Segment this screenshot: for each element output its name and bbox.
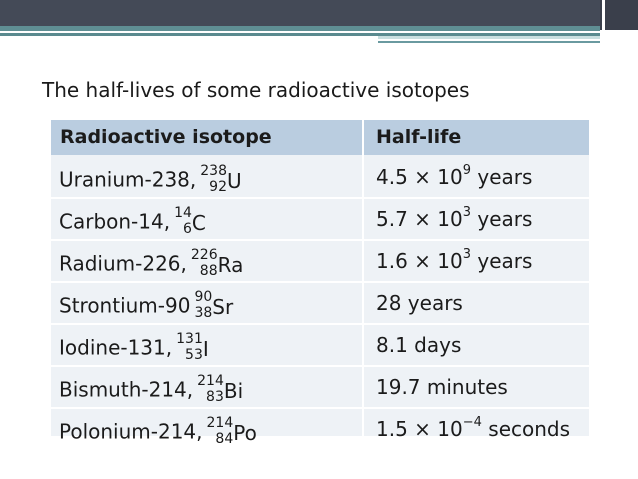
atomic-number: 53: [185, 347, 203, 363]
element-symbol: Bi: [223, 379, 244, 403]
table-row: [51, 409, 589, 449]
nuclide-notation: [207, 415, 234, 447]
isotope-cell: [59, 291, 233, 323]
half-life-base: 10: [437, 165, 463, 189]
half-life-base: 10: [437, 207, 463, 231]
isotope-table: [51, 120, 589, 447]
half-life-unit: years: [477, 249, 533, 273]
isotope-name: Radium-226,: [59, 251, 187, 276]
times-sign: ×: [414, 165, 431, 189]
isotope-cell: [59, 375, 243, 407]
half-life-mantissa: 4.5: [376, 165, 408, 189]
atomic-number: 83: [206, 389, 224, 405]
element-symbol: C: [191, 211, 206, 235]
isotope-name: Polonium-214,: [59, 419, 203, 444]
mass-number: 14: [174, 205, 192, 221]
isotope-cell: [59, 333, 209, 365]
half-life-exponent: 9: [462, 163, 472, 179]
half-life-cell: 19.7 minutes: [376, 375, 508, 399]
table-row: [51, 199, 589, 239]
half-life-exponent: −4: [462, 415, 482, 431]
slide-accent-line: [0, 26, 600, 31]
mass-number: 214: [197, 373, 224, 389]
atomic-number: 84: [215, 431, 234, 447]
half-life-cell: [376, 207, 532, 231]
atomic-number: 6: [182, 221, 192, 237]
isotope-name: Strontium-90: [59, 293, 191, 318]
column-divider: [362, 120, 364, 436]
isotope-name: Uranium-238,: [59, 167, 197, 192]
element-symbol: Po: [233, 421, 257, 445]
times-sign: ×: [414, 207, 431, 231]
half-life-unit: years: [477, 207, 533, 231]
mass-number: 131: [176, 331, 203, 347]
isotope-name: Iodine-131,: [59, 335, 173, 360]
table-row: [51, 325, 589, 365]
element-symbol: Sr: [212, 295, 234, 319]
element-symbol: Ra: [217, 253, 244, 277]
slide-corner-block: [600, 0, 638, 30]
half-life-cell: [376, 417, 570, 441]
nuclide-notation: [176, 331, 203, 363]
nuclide-notation: [194, 289, 212, 321]
mass-number: 238: [200, 163, 227, 179]
isotope-cell: [59, 207, 206, 239]
mass-number: 226: [190, 247, 218, 263]
half-life-unit: years: [477, 165, 533, 189]
half-life-mantissa: 1.5: [376, 417, 408, 441]
half-life-exponent: 3: [462, 205, 472, 221]
times-sign: ×: [414, 249, 431, 273]
element-symbol: U: [227, 169, 242, 193]
isotope-name: Carbon-14,: [59, 209, 171, 234]
half-life-mantissa: 5.7: [376, 207, 408, 231]
half-life-mantissa: 1.6: [376, 249, 408, 273]
isotope-cell: [59, 417, 257, 449]
header-half-life: Half-life: [376, 126, 462, 148]
table-row: [51, 157, 589, 197]
element-symbol: I: [202, 337, 209, 361]
times-sign: ×: [414, 417, 431, 441]
slide-accent-stub: [378, 41, 600, 43]
nuclide-notation: [174, 205, 192, 237]
half-life-exponent: 3: [462, 247, 472, 263]
slide-accent-stub: [378, 36, 600, 39]
isotope-cell: [59, 165, 242, 197]
half-life-unit: seconds: [488, 417, 571, 441]
header-isotope: Radioactive isotope: [60, 126, 272, 148]
slide-title: The half-lives of some radioactive isotopes: [42, 78, 470, 102]
atomic-number: 92: [209, 179, 227, 195]
isotope-name: Bismuth-214,: [59, 377, 194, 402]
nuclide-notation: [197, 373, 224, 405]
isotope-cell: [59, 249, 243, 281]
table-row: [51, 283, 589, 323]
half-life-base: 10: [437, 417, 463, 441]
table-header: [51, 120, 589, 155]
nuclide-notation: [200, 163, 227, 195]
half-life-cell: 8.1 days: [376, 333, 462, 357]
table-row: [51, 367, 589, 407]
atomic-number: 38: [194, 305, 213, 321]
table-row: [51, 241, 589, 281]
half-life-cell: [376, 249, 532, 273]
slide-top-bar: [0, 0, 638, 26]
mass-number: 214: [206, 415, 234, 431]
half-life-cell: 28 years: [376, 291, 463, 315]
nuclide-notation: [191, 247, 218, 279]
half-life-cell: [376, 165, 532, 189]
mass-number: 90: [194, 289, 213, 305]
atomic-number: 88: [199, 263, 218, 279]
half-life-base: 10: [437, 249, 463, 273]
